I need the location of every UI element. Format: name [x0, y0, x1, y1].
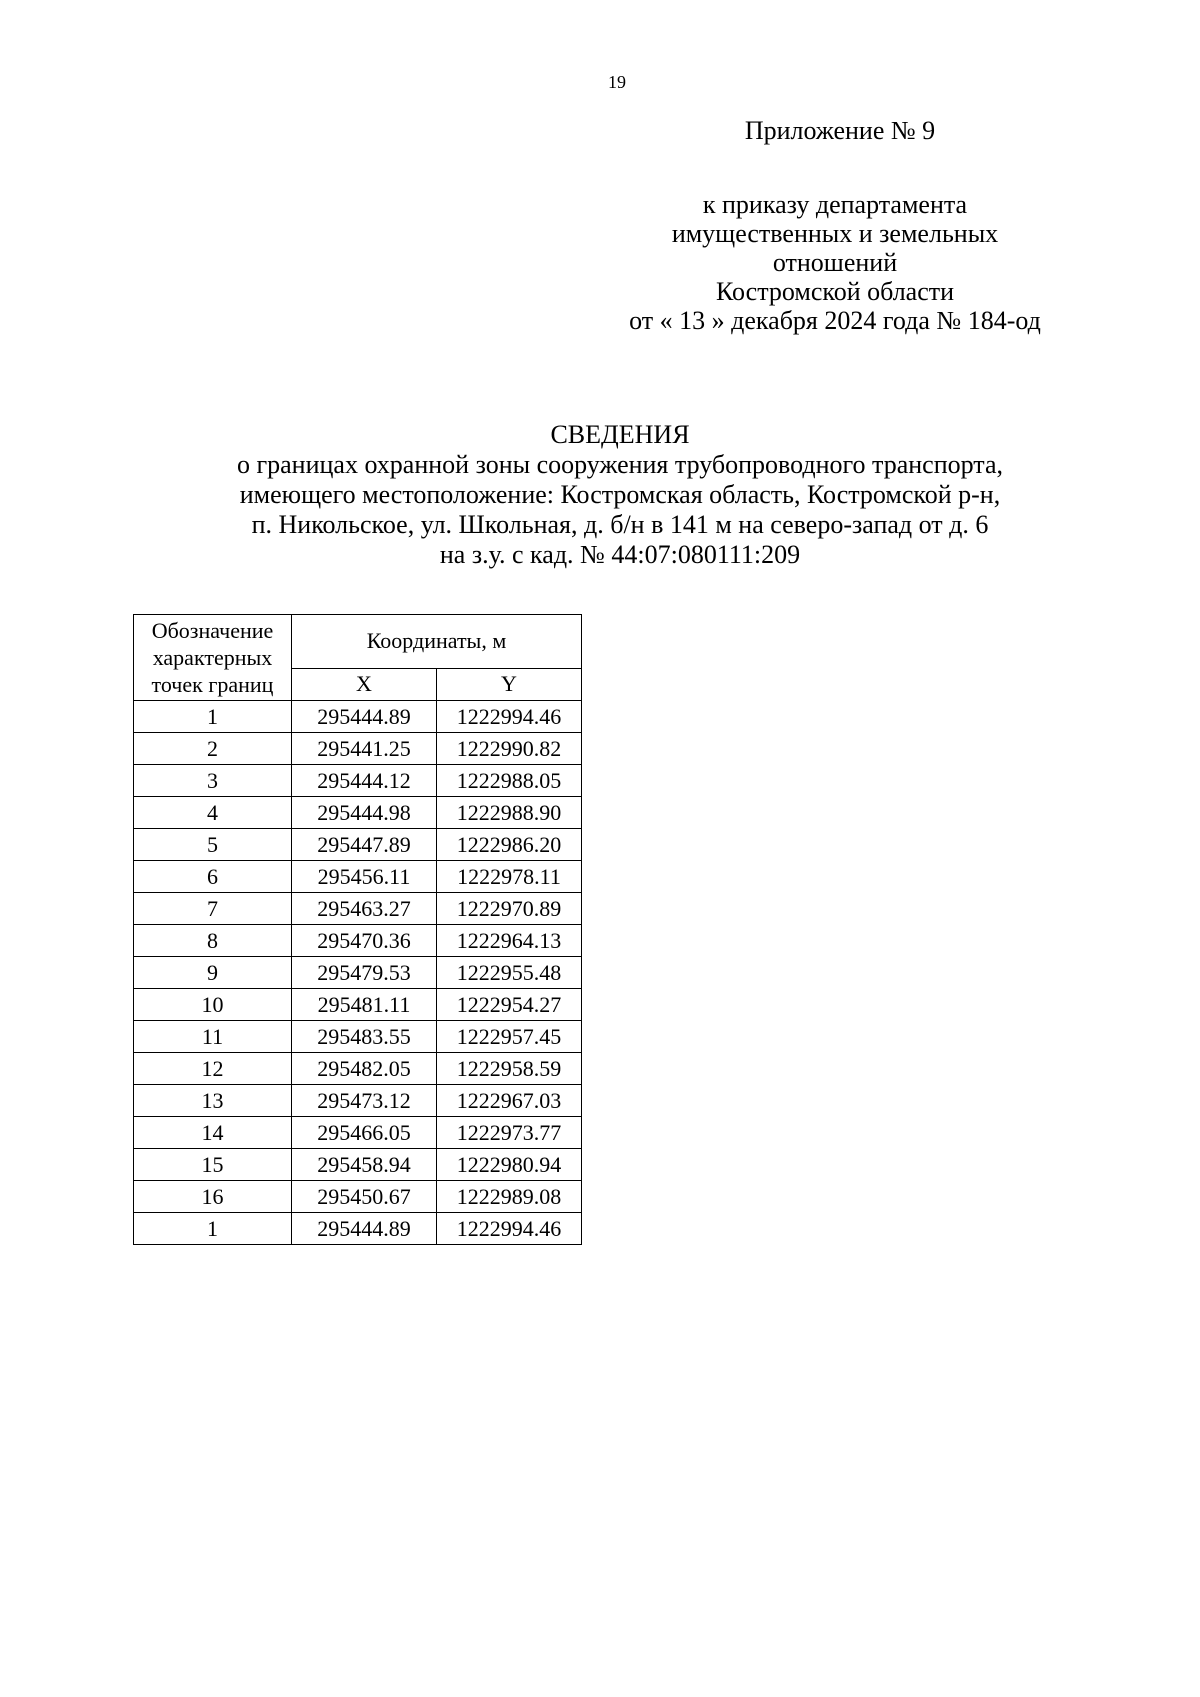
order-reference-line: к приказу департамента — [702, 190, 968, 219]
y-cell: 1222954.27 — [437, 989, 582, 1021]
y-cell: 1222970.89 — [437, 893, 582, 925]
table-row — [134, 1213, 582, 1245]
table-row — [134, 1021, 582, 1053]
table-row — [134, 765, 582, 797]
table-row — [134, 893, 582, 925]
coordinates-header: Координаты, м — [292, 615, 582, 669]
x-cell: 295458.94 — [292, 1149, 437, 1181]
y-cell: 1222980.94 — [437, 1149, 582, 1181]
x-cell: 295456.11 — [292, 861, 437, 893]
table-row — [134, 1181, 582, 1213]
x-cell: 295447.89 — [292, 829, 437, 861]
point-cell: 15 — [134, 1149, 292, 1181]
x-cell: 295482.05 — [292, 1053, 437, 1085]
point-cell: 11 — [134, 1021, 292, 1053]
coordinates-table — [133, 614, 582, 1245]
document-subtitle-line: о границах охранной зоны сооружения трубопроводного транспорта, — [236, 450, 1004, 479]
x-cell: 295470.36 — [292, 925, 437, 957]
table-row — [134, 1117, 582, 1149]
y-cell: 1222973.77 — [437, 1117, 582, 1149]
order-reference-line: отношений — [772, 248, 898, 277]
document-subtitle-line: п. Никольское, ул. Школьная, д. б/н в 141 м на северо-запад от д. 6 — [251, 510, 989, 539]
y-cell: 1222978.11 — [437, 861, 582, 893]
y-cell: 1222967.03 — [437, 1085, 582, 1117]
point-header-line: Обозначение — [151, 618, 274, 643]
point-cell: 1 — [134, 701, 292, 733]
appendix-label: Приложение № 9 — [744, 116, 936, 145]
point-cell: 10 — [134, 989, 292, 1021]
y-cell: 1222964.13 — [437, 925, 582, 957]
point-cell: 9 — [134, 957, 292, 989]
document-subtitle-line: на з.у. с кад. № 44:07:080111:209 — [439, 540, 801, 569]
y-cell: 1222990.82 — [437, 733, 582, 765]
x-header: X — [292, 668, 437, 700]
y-cell: 1222994.46 — [437, 701, 582, 733]
table-row — [134, 861, 582, 893]
y-cell: 1222994.46 — [437, 1213, 582, 1245]
table-row — [134, 733, 582, 765]
point-cell: 5 — [134, 829, 292, 861]
point-cell: 7 — [134, 893, 292, 925]
x-cell: 295479.53 — [292, 957, 437, 989]
table-row — [134, 797, 582, 829]
table-row — [134, 1085, 582, 1117]
y-cell: 1222986.20 — [437, 829, 582, 861]
point-cell: 12 — [134, 1053, 292, 1085]
order-reference — [580, 190, 1090, 335]
point-cell: 2 — [134, 733, 292, 765]
point-cell: 6 — [134, 861, 292, 893]
point-cell: 16 — [134, 1181, 292, 1213]
order-reference-line: от « 13 » декабря 2024 года № 184-од — [629, 306, 1041, 335]
point-header-line: точек границ — [151, 672, 274, 697]
table-row — [134, 1053, 582, 1085]
table-row — [134, 829, 582, 861]
point-cell: 3 — [134, 765, 292, 797]
x-cell: 295481.11 — [292, 989, 437, 1021]
x-cell: 295444.89 — [292, 1213, 437, 1245]
table-row — [134, 957, 582, 989]
table-row — [134, 701, 582, 733]
order-reference-line: имущественных и земельных — [671, 219, 999, 248]
y-cell: 1222988.05 — [437, 765, 582, 797]
x-cell: 295463.27 — [292, 893, 437, 925]
point-header-line: характерных — [152, 645, 273, 670]
y-cell: 1222989.08 — [437, 1181, 582, 1213]
table-row — [134, 1149, 582, 1181]
point-cell: 13 — [134, 1085, 292, 1117]
point-header — [134, 615, 292, 701]
document-title: СВЕДЕНИЯ — [550, 420, 690, 449]
document-heading — [140, 420, 1100, 570]
x-cell: 295483.55 — [292, 1021, 437, 1053]
table-row — [134, 989, 582, 1021]
y-header: Y — [437, 668, 582, 700]
point-cell: 1 — [134, 1213, 292, 1245]
table-row — [134, 925, 582, 957]
x-cell: 295444.12 — [292, 765, 437, 797]
x-cell: 295444.89 — [292, 701, 437, 733]
point-cell: 14 — [134, 1117, 292, 1149]
order-reference-line: Костромской области — [715, 277, 955, 306]
point-cell: 8 — [134, 925, 292, 957]
y-cell: 1222957.45 — [437, 1021, 582, 1053]
document-subtitle-line: имеющего местоположение: Костромская область, Костромской р-н, — [239, 480, 1001, 509]
x-cell: 295466.05 — [292, 1117, 437, 1149]
y-cell: 1222988.90 — [437, 797, 582, 829]
point-cell: 4 — [134, 797, 292, 829]
y-cell: 1222958.59 — [437, 1053, 582, 1085]
y-cell: 1222955.48 — [437, 957, 582, 989]
x-cell: 295450.67 — [292, 1181, 437, 1213]
x-cell: 295473.12 — [292, 1085, 437, 1117]
x-cell: 295444.98 — [292, 797, 437, 829]
x-cell: 295441.25 — [292, 733, 437, 765]
page-number: 19 — [608, 72, 626, 92]
